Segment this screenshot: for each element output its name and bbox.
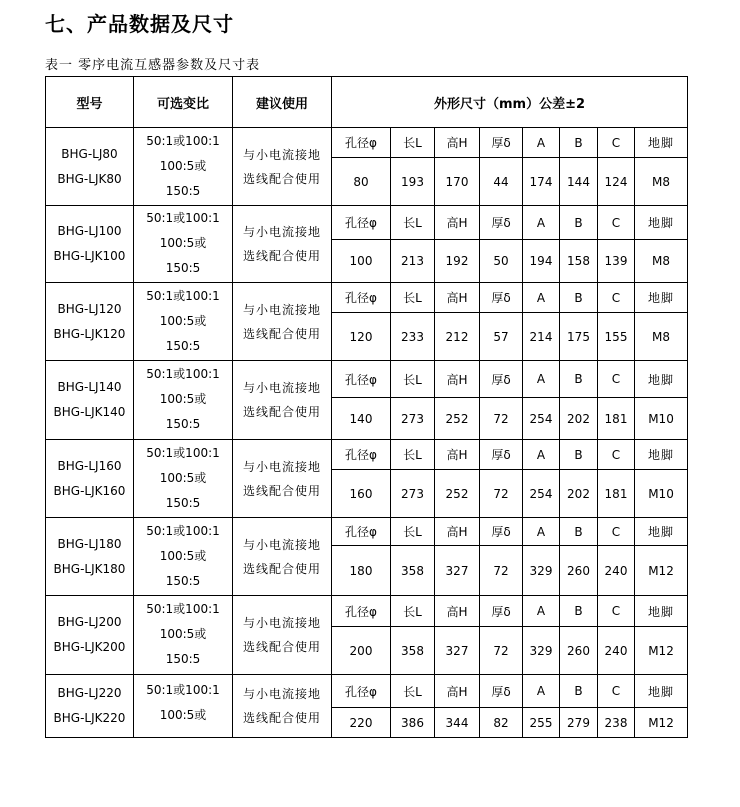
dim-label-dim-b: B — [560, 675, 598, 708]
model-cell — [46, 206, 134, 283]
model-name: BHG-LJ200 — [57, 615, 122, 629]
model-cell — [46, 440, 134, 518]
dim-label-foot-bolt: 地脚 — [635, 596, 688, 627]
usage-line: 选线配合使用 — [242, 405, 321, 419]
dim-value-length-l: 273 — [391, 470, 435, 518]
dim-label-dim-c: C — [598, 518, 635, 546]
dim-label-thickness: 厚δ — [480, 596, 523, 627]
dim-label-height-h: 高H — [435, 361, 480, 398]
usage-line: 与小电流接地 — [242, 147, 321, 162]
dim-value-hole-diameter: 100 — [332, 240, 391, 283]
dim-value-dim-b: 260 — [560, 546, 598, 596]
ratio-line: 150:5 — [165, 573, 201, 588]
dim-label-length-l: 长L — [391, 206, 435, 240]
model-name: BHG-LJ140 — [57, 380, 122, 394]
usage-cell — [233, 675, 332, 738]
dim-label-height-h: 高H — [435, 206, 480, 240]
dim-value-dim-a: 254 — [523, 398, 560, 440]
ratio-cell — [134, 675, 233, 738]
dim-label-thickness: 厚δ — [480, 675, 523, 708]
dim-value-dim-b: 202 — [560, 398, 598, 440]
dim-label-height-h: 高H — [435, 675, 480, 708]
dim-label-dim-a: A — [523, 675, 560, 708]
model-cell — [46, 518, 134, 596]
dim-label-dim-b: B — [560, 440, 598, 470]
dim-label-dim-a: A — [523, 361, 560, 398]
dim-label-thickness: 厚δ — [480, 283, 523, 313]
table-row — [46, 206, 688, 240]
ratio-line: 100:5或 — [159, 470, 207, 485]
dim-value-foot-bolt: M8 — [635, 240, 688, 283]
model-name-alt: BHG-LJK120 — [53, 326, 126, 341]
ratio-line: 150:5 — [165, 652, 201, 666]
ratio-cell — [134, 128, 233, 206]
usage-cell — [233, 283, 332, 361]
dim-label-thickness: 厚δ — [480, 440, 523, 470]
ratio-line: 50:1或100:1 — [146, 367, 220, 381]
usage-line: 选线配合使用 — [242, 249, 321, 263]
dim-label-length-l: 长L — [391, 518, 435, 546]
usage-line: 选线配合使用 — [242, 711, 321, 725]
dim-value-length-l: 213 — [391, 240, 435, 283]
usage-cell — [233, 206, 332, 283]
dim-label-length-l: 长L — [391, 361, 435, 398]
dim-label-hole-diameter: 孔径φ — [332, 206, 391, 240]
dim-label-height-h: 高H — [435, 283, 480, 313]
dim-label-dim-c: C — [598, 206, 635, 240]
dim-value-dim-c: 240 — [598, 627, 635, 675]
dim-label-length-l: 长L — [391, 283, 435, 313]
dim-value-height-h: 212 — [435, 313, 480, 361]
dim-label-dim-b: B — [560, 518, 598, 546]
dim-value-dim-a: 174 — [523, 158, 560, 206]
model-name-alt: BHG-LJK220 — [53, 711, 126, 725]
spec-table-body — [46, 128, 688, 738]
ratio-line: 150:5 — [165, 261, 201, 275]
dim-label-hole-diameter: 孔径φ — [332, 675, 391, 708]
dim-label-dim-c: C — [598, 675, 635, 708]
dim-label-dim-c: C — [598, 283, 635, 313]
dim-label-foot-bolt: 地脚 — [635, 283, 688, 313]
usage-line: 选线配合使用 — [242, 561, 321, 576]
table-caption: 表一 零序电流互感器参数及尺寸表 — [45, 58, 261, 73]
dim-value-dim-a: 329 — [523, 627, 560, 675]
usage-cell — [233, 361, 332, 440]
dim-value-length-l: 233 — [391, 313, 435, 361]
ratio-cell — [134, 206, 233, 283]
dim-value-dim-b: 175 — [560, 313, 598, 361]
dim-label-dim-a: A — [523, 596, 560, 627]
model-name-alt: BHG-LJK100 — [53, 249, 126, 263]
dim-label-dim-c: C — [598, 128, 635, 158]
usage-line: 与小电流接地 — [242, 381, 321, 395]
dim-value-height-h: 252 — [435, 470, 480, 518]
ratio-line: 50:1或100:1 — [146, 288, 220, 303]
dim-label-foot-bolt: 地脚 — [635, 518, 688, 546]
dim-label-dim-b: B — [560, 361, 598, 398]
dim-label-dim-c: C — [598, 361, 635, 398]
table-row — [46, 283, 688, 313]
table-row — [46, 440, 688, 470]
dim-value-foot-bolt: M12 — [635, 627, 688, 675]
model-name: BHG-LJ120 — [57, 301, 122, 316]
model-name-alt: BHG-LJK160 — [53, 483, 126, 498]
header-model: 型号 — [46, 77, 134, 128]
ratio-cell — [134, 440, 233, 518]
model-name: BHG-LJ100 — [57, 224, 122, 238]
ratio-line: 50:1或100:1 — [146, 602, 220, 616]
dim-label-hole-diameter: 孔径φ — [332, 283, 391, 313]
dim-value-hole-diameter: 120 — [332, 313, 391, 361]
ratio-line: 150:5 — [165, 183, 201, 198]
ratio-cell — [134, 596, 233, 675]
ratio-cell — [134, 283, 233, 361]
dim-label-height-h: 高H — [435, 128, 480, 158]
usage-line: 与小电流接地 — [242, 225, 321, 239]
dim-value-height-h: 327 — [435, 546, 480, 596]
ratio-line: 150:5 — [165, 495, 201, 510]
dim-label-dim-a: A — [523, 518, 560, 546]
header-usage: 建议使用 — [233, 77, 332, 128]
dim-label-thickness: 厚δ — [480, 361, 523, 398]
dim-value-dim-b: 202 — [560, 470, 598, 518]
ratio-line: 50:1或100:1 — [146, 445, 220, 460]
dim-value-thickness: 57 — [480, 313, 523, 361]
dim-value-dim-c: 181 — [598, 470, 635, 518]
dim-label-hole-diameter: 孔径φ — [332, 128, 391, 158]
ratio-line: 100:5或 — [159, 627, 207, 641]
dim-value-height-h: 327 — [435, 627, 480, 675]
dim-value-foot-bolt: M12 — [635, 546, 688, 596]
dim-label-hole-diameter: 孔径φ — [332, 518, 391, 546]
dim-value-length-l: 386 — [391, 708, 435, 738]
model-name: BHG-LJ160 — [57, 458, 122, 473]
usage-line: 选线配合使用 — [242, 171, 321, 186]
dim-label-dim-b: B — [560, 128, 598, 158]
section-title: 七、产品数据及尺寸 — [45, 12, 234, 36]
dim-value-dim-b: 144 — [560, 158, 598, 206]
dim-label-height-h: 高H — [435, 596, 480, 627]
dim-value-hole-diameter: 80 — [332, 158, 391, 206]
table-row — [46, 518, 688, 546]
dim-value-thickness: 44 — [480, 158, 523, 206]
dim-label-dim-a: A — [523, 128, 560, 158]
ratio-line: 50:1或100:1 — [146, 211, 220, 225]
dim-value-foot-bolt: M10 — [635, 470, 688, 518]
dim-value-dim-b: 279 — [560, 708, 598, 738]
dim-label-length-l: 长L — [391, 440, 435, 470]
dim-label-dim-b: B — [560, 283, 598, 313]
dim-label-dim-a: A — [523, 283, 560, 313]
dim-value-dim-c: 240 — [598, 546, 635, 596]
dim-label-height-h: 高H — [435, 518, 480, 546]
dim-value-hole-diameter: 160 — [332, 470, 391, 518]
dim-value-height-h: 170 — [435, 158, 480, 206]
dim-value-dim-a: 255 — [523, 708, 560, 738]
dim-label-foot-bolt: 地脚 — [635, 361, 688, 398]
ratio-line: 50:1或100:1 — [146, 683, 220, 697]
model-name-alt: BHG-LJK80 — [57, 171, 122, 186]
ratio-line: 100:5或 — [159, 158, 207, 173]
table-row — [46, 128, 688, 158]
dim-label-dim-c: C — [598, 440, 635, 470]
usage-line: 选线配合使用 — [242, 640, 321, 654]
dim-label-height-h: 高H — [435, 440, 480, 470]
dim-value-length-l: 358 — [391, 546, 435, 596]
dim-value-foot-bolt: M8 — [635, 313, 688, 361]
dim-value-hole-diameter: 180 — [332, 546, 391, 596]
dim-value-thickness: 72 — [480, 398, 523, 440]
ratio-line: 50:1或100:1 — [146, 523, 220, 538]
model-name-alt: BHG-LJK140 — [53, 405, 126, 419]
dim-label-hole-diameter: 孔径φ — [332, 440, 391, 470]
usage-cell — [233, 596, 332, 675]
dim-label-thickness: 厚δ — [480, 128, 523, 158]
dim-value-dim-a: 254 — [523, 470, 560, 518]
usage-line: 与小电流接地 — [242, 687, 321, 701]
ratio-line: 100:5或 — [159, 708, 207, 722]
dim-value-dim-c: 238 — [598, 708, 635, 738]
dim-label-dim-b: B — [560, 206, 598, 240]
dim-value-dim-b: 158 — [560, 240, 598, 283]
dim-label-dim-c: C — [598, 596, 635, 627]
table-row — [46, 675, 688, 708]
dim-value-foot-bolt: M12 — [635, 708, 688, 738]
ratio-cell — [134, 518, 233, 596]
model-name: BHG-LJ220 — [57, 686, 122, 700]
dim-value-dim-c: 139 — [598, 240, 635, 283]
model-name-alt: BHG-LJK200 — [53, 640, 126, 654]
model-cell — [46, 361, 134, 440]
ratio-line: 100:5或 — [159, 313, 207, 328]
table-row — [46, 361, 688, 398]
dim-value-thickness: 72 — [480, 627, 523, 675]
dim-value-thickness: 72 — [480, 546, 523, 596]
dim-value-foot-bolt: M10 — [635, 398, 688, 440]
dim-label-thickness: 厚δ — [480, 206, 523, 240]
dim-value-hole-diameter: 220 — [332, 708, 391, 738]
usage-line: 选线配合使用 — [242, 483, 321, 498]
dim-value-dim-b: 260 — [560, 627, 598, 675]
header-ratio: 可选变比 — [134, 77, 233, 128]
dim-label-length-l: 长L — [391, 675, 435, 708]
dim-value-height-h: 252 — [435, 398, 480, 440]
usage-line: 与小电流接地 — [242, 537, 321, 552]
dim-label-dim-a: A — [523, 206, 560, 240]
model-name: BHG-LJ80 — [61, 146, 118, 161]
ratio-line: 100:5或 — [159, 236, 207, 250]
dim-value-thickness: 50 — [480, 240, 523, 283]
table-row — [46, 596, 688, 627]
dim-value-length-l: 273 — [391, 398, 435, 440]
usage-line: 与小电流接地 — [242, 616, 321, 630]
dim-label-dim-b: B — [560, 596, 598, 627]
dim-label-thickness: 厚δ — [480, 518, 523, 546]
dim-value-dim-c: 124 — [598, 158, 635, 206]
model-cell — [46, 128, 134, 206]
ratio-cell — [134, 361, 233, 440]
dim-label-hole-diameter: 孔径φ — [332, 596, 391, 627]
dim-label-foot-bolt: 地脚 — [635, 206, 688, 240]
ratio-line: 50:1或100:1 — [146, 133, 220, 148]
dim-value-foot-bolt: M8 — [635, 158, 688, 206]
ratio-line: 150:5 — [165, 417, 201, 431]
dim-value-hole-diameter: 140 — [332, 398, 391, 440]
dim-label-length-l: 长L — [391, 596, 435, 627]
dim-value-dim-c: 155 — [598, 313, 635, 361]
dim-label-foot-bolt: 地脚 — [635, 128, 688, 158]
dim-value-dim-a: 194 — [523, 240, 560, 283]
usage-line: 选线配合使用 — [242, 326, 321, 341]
model-cell — [46, 675, 134, 738]
model-cell — [46, 596, 134, 675]
dim-value-length-l: 193 — [391, 158, 435, 206]
dim-label-foot-bolt: 地脚 — [635, 675, 688, 708]
dim-value-dim-c: 181 — [598, 398, 635, 440]
model-name: BHG-LJ180 — [57, 536, 122, 551]
dim-value-height-h: 344 — [435, 708, 480, 738]
usage-cell — [233, 440, 332, 518]
usage-cell — [233, 518, 332, 596]
model-name-alt: BHG-LJK180 — [53, 561, 126, 576]
dim-value-height-h: 192 — [435, 240, 480, 283]
dim-value-length-l: 358 — [391, 627, 435, 675]
ratio-line: 100:5或 — [159, 548, 207, 563]
spec-table — [45, 76, 688, 738]
dim-value-hole-diameter: 200 — [332, 627, 391, 675]
dim-label-foot-bolt: 地脚 — [635, 440, 688, 470]
header-dimensions: 外形尺寸（mm）公差±2 — [332, 77, 688, 128]
usage-line: 与小电流接地 — [242, 459, 321, 474]
header-row — [46, 77, 688, 128]
dim-value-dim-a: 214 — [523, 313, 560, 361]
ratio-line: 100:5或 — [159, 392, 207, 406]
dim-label-length-l: 长L — [391, 128, 435, 158]
dim-label-dim-a: A — [523, 440, 560, 470]
dim-value-thickness: 82 — [480, 708, 523, 738]
dim-value-thickness: 72 — [480, 470, 523, 518]
ratio-line: 150:5 — [165, 338, 201, 353]
dim-value-dim-a: 329 — [523, 546, 560, 596]
dim-label-hole-diameter: 孔径φ — [332, 361, 391, 398]
usage-line: 与小电流接地 — [242, 302, 321, 317]
model-cell — [46, 283, 134, 361]
usage-cell — [233, 128, 332, 206]
